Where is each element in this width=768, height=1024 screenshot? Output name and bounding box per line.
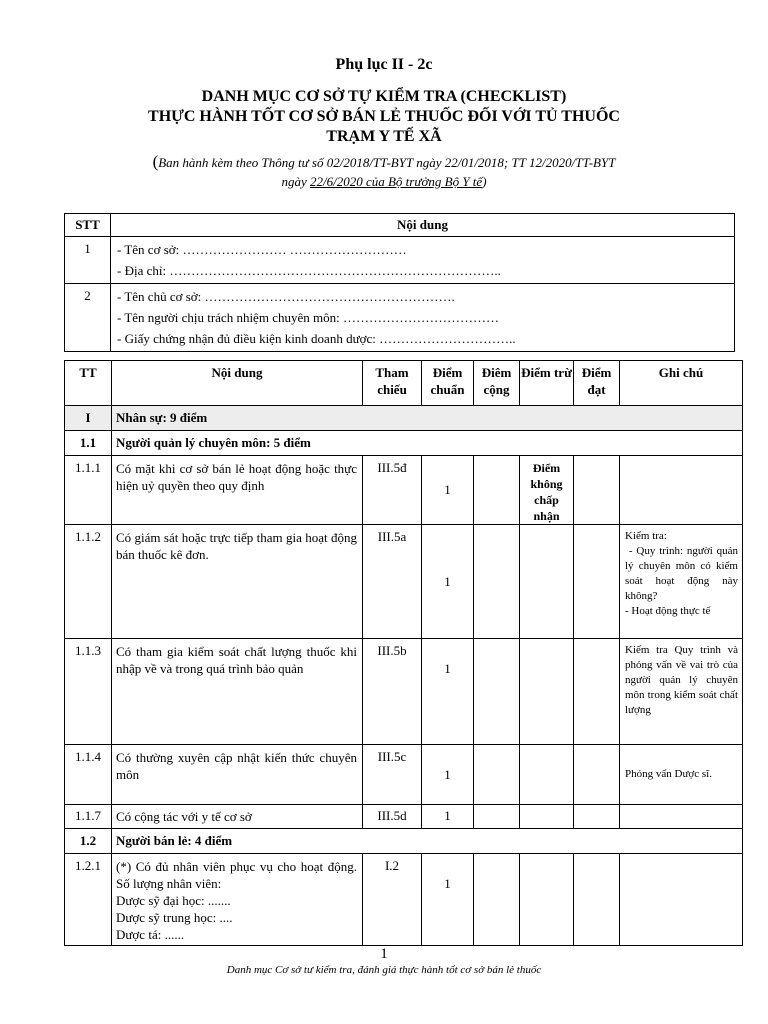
checklist-row xyxy=(65,745,743,805)
row-reference: III.5a xyxy=(363,525,422,639)
info-content xyxy=(111,284,735,352)
info-row xyxy=(65,284,735,352)
row-bonus-score[interactable] xyxy=(474,854,520,946)
license-line: - Giấy chứng nhận đủ điều kiện kinh doanh dược: ………………………….. xyxy=(117,331,516,346)
row-number: 1.1.7 xyxy=(65,805,112,829)
row-deduction-score[interactable] xyxy=(520,745,574,805)
checklist-row xyxy=(65,639,743,745)
header-deduction-score: Điểm trừ xyxy=(520,361,574,406)
note-line: - Quy trình: người quản lý chuyên môn có kiểm soát hoạt động này không? xyxy=(625,545,741,602)
checklist-row xyxy=(65,854,743,946)
header-content: Nội dung xyxy=(112,361,363,406)
section-number: I xyxy=(65,406,112,431)
row-deduction-score[interactable] xyxy=(520,805,574,829)
row-content: Có giám sát hoặc trực tiếp tham gia hoạt động bán thuốc kê đơn. xyxy=(112,525,363,639)
row-content: Có thường xuyên cập nhật kiến thức chuyên môn xyxy=(112,745,363,805)
note-line: - Hoạt động thực tế xyxy=(625,605,711,617)
row-bonus-score[interactable] xyxy=(474,525,520,639)
row-number: 1.1.1 xyxy=(65,456,112,525)
info-header-stt: STT xyxy=(65,214,111,237)
row-standard-score: 1 xyxy=(422,456,474,525)
issuance-note-line-2 xyxy=(0,174,768,190)
row-achieved-score[interactable] xyxy=(574,639,620,745)
header-tt: TT xyxy=(65,361,112,406)
row-content: Có cộng tác với y tế cơ sở xyxy=(112,805,363,829)
page-footer: Danh mục Cơ sở tư kiểm tra, đánh giá thực hành tốt cơ sở bán lẻ thuốc xyxy=(226,964,542,976)
row-content: Có tham gia kiểm soát chất lượng thuốc khi nhập về và trong quá trình bảo quản xyxy=(112,639,363,745)
row-note xyxy=(620,854,743,946)
row-standard-score: 1 xyxy=(422,639,474,745)
address-line: - Địa chỉ: ………………………………………………………………….. xyxy=(117,263,501,278)
info-content xyxy=(111,237,735,284)
checklist-row xyxy=(65,456,743,525)
subsection-row xyxy=(65,431,743,456)
subsection-number: 1.2 xyxy=(65,829,112,854)
row-achieved-score[interactable] xyxy=(574,525,620,639)
row-deduction-score[interactable] xyxy=(520,639,574,745)
row-note xyxy=(620,805,743,829)
checklist-row xyxy=(65,525,743,639)
issuance-note-line-1 xyxy=(0,152,768,172)
header-reference: Tham chiếu xyxy=(363,361,422,406)
issuance-text-1: Ban hành kèm theo Thông tư số 02/2018/TT-BYT ngày 22/01/2018; TT 12/2020/TT-BYT xyxy=(158,155,616,170)
issuance-text-2b: 22/6/2020 của Bộ trưởng Bộ Y tế xyxy=(310,174,483,189)
row-note: Phỏng vấn Dược sĩ. xyxy=(620,745,743,805)
header-standard-score: Điểm chuẩn xyxy=(422,361,474,406)
section-row xyxy=(65,406,743,431)
row-number: 1.1.4 xyxy=(65,745,112,805)
row-content-main: (*) Có đủ nhân viên phục vụ cho hoạt động. Số lượng nhân viên: xyxy=(116,859,357,891)
header-bonus-score: Điêm cộng xyxy=(474,361,520,406)
document-title-line-3: TRẠM Y TẾ XÃ xyxy=(326,128,442,145)
row-content: Có mặt khi cơ sở bán lẻ hoạt động hoặc thực hiện uỷ quyền theo quy định xyxy=(112,456,363,525)
paren-open: ( xyxy=(152,152,159,171)
row-deduction-score[interactable] xyxy=(520,525,574,639)
info-row xyxy=(65,237,735,284)
responsible-person-line: - Tên người chịu trách nhiệm chuyên môn: ……………………………… xyxy=(117,310,499,325)
row-bonus-score[interactable] xyxy=(474,805,520,829)
row-achieved-score[interactable] xyxy=(574,456,620,525)
row-standard-score: 1 xyxy=(422,525,474,639)
row-reference: III.5đ xyxy=(363,456,422,525)
row-bonus-score[interactable] xyxy=(474,745,520,805)
info-header-row xyxy=(65,214,735,237)
owner-name-line: - Tên chủ cơ sở: …………………………………………………. xyxy=(117,289,455,304)
document-title-line-2: THỰC HÀNH TỐT CƠ SỞ BÁN LẺ THUỐC ĐỐI VỚI TỦ THUỐC xyxy=(148,108,620,125)
info-stt: 1 xyxy=(65,237,111,284)
subsection-title: Người quản lý chuyên môn: 5 điểm xyxy=(112,431,743,456)
info-header-content: Nội dung xyxy=(111,214,735,237)
row-reference: III.5b xyxy=(363,639,422,745)
issuance-text-2a: ngày xyxy=(281,174,310,189)
header-achieved-score: Điểm đạt xyxy=(574,361,620,406)
info-stt: 2 xyxy=(65,284,111,352)
row-standard-score: 1 xyxy=(422,805,474,829)
row-achieved-score[interactable] xyxy=(574,854,620,946)
paren-close: ) xyxy=(482,174,487,189)
facility-name-line: - Tên cơ sở: …………………… ……………………… xyxy=(117,242,407,257)
document-title-line-1: DANH MỤC CƠ SỞ TỰ KIỂM TRA (CHECKLIST) xyxy=(201,88,567,105)
row-bonus-score[interactable] xyxy=(474,639,520,745)
row-achieved-score[interactable] xyxy=(574,805,620,829)
checklist-row xyxy=(65,805,743,829)
row-number: 1.1.3 xyxy=(65,639,112,745)
staff-count-pharmacist-secondary: Dược sỹ trung học: .... xyxy=(116,910,233,925)
section-title: Nhân sự: 9 điểm xyxy=(112,406,743,431)
row-bonus-score[interactable] xyxy=(474,456,520,525)
row-standard-score: 1 xyxy=(422,854,474,946)
page-number: 1 xyxy=(380,946,388,962)
note-line: Kiểm tra: xyxy=(625,530,667,542)
annex-label: Phụ lục II - 2c xyxy=(335,56,433,73)
row-reference: III.5c xyxy=(363,745,422,805)
subsection-row xyxy=(65,829,743,854)
row-reference: III.5d xyxy=(363,805,422,829)
row-reference: I.2 xyxy=(363,854,422,946)
row-content xyxy=(112,854,363,946)
row-note: Kiểm tra Quy trình và phỏng vấn về vai trò của người quản lý chuyên môn trong kiểm soát chất lượng xyxy=(620,639,743,745)
row-number: 1.1.2 xyxy=(65,525,112,639)
row-standard-score: 1 xyxy=(422,745,474,805)
checklist-header-row xyxy=(65,361,743,406)
header-notes: Ghi chú xyxy=(620,361,743,406)
row-note xyxy=(620,456,743,525)
row-deduction-score[interactable] xyxy=(520,854,574,946)
staff-count-pharmacist-university: Dược sỹ đại học: ....... xyxy=(116,893,231,908)
staff-count-pharmacy-assistant: Dược tá: ...... xyxy=(116,927,185,942)
row-achieved-score[interactable] xyxy=(574,745,620,805)
checklist-table xyxy=(64,360,743,946)
facility-info-table xyxy=(64,213,735,352)
subsection-number: 1.1 xyxy=(65,431,112,456)
row-number: 1.2.1 xyxy=(65,854,112,946)
subsection-title: Người bán lẻ: 4 điểm xyxy=(112,829,743,854)
row-note xyxy=(620,525,743,639)
row-deduction-score: Điểm không chấp nhận xyxy=(520,456,574,525)
